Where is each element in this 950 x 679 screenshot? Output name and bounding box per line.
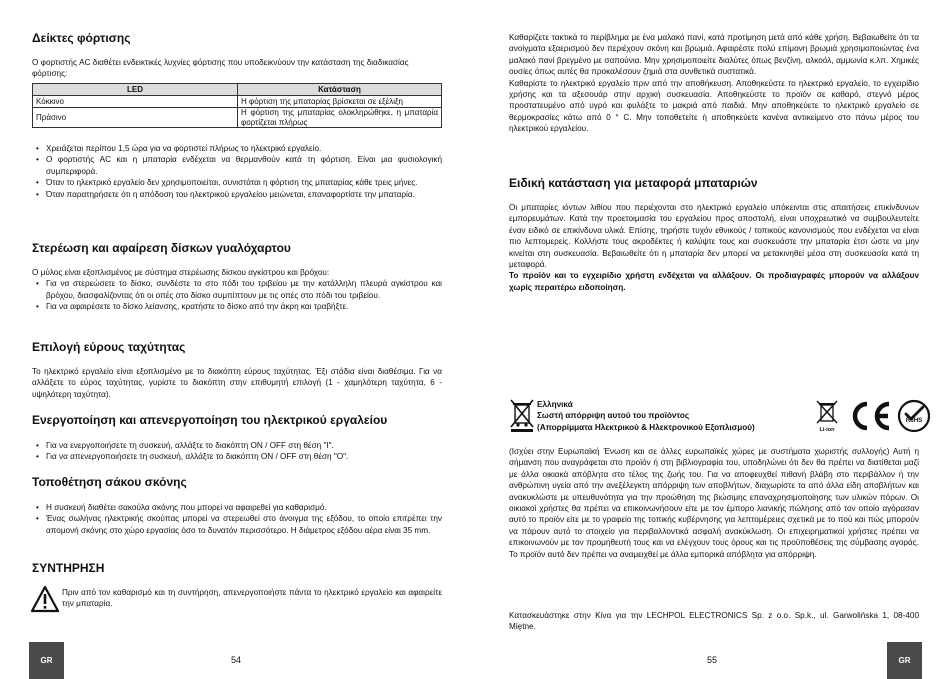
disc-section bbox=[32, 267, 442, 313]
section-title-dust-bag: Τοποθέτηση σάκου σκόνης bbox=[32, 475, 187, 489]
cleaning-paragraph: Καθαρίζετε τακτικά το περίβλημα με ένα μαλακό πανί, κατά προτίμηση μετά από κάθε χρήση. Βεβαιωθείτε ότι τα ανοίγματα εξαερισμού δεν περιέχουν σκόνη και βρωμιά. Αφαιρέστε πολύ επίμονη βρωμιά χρησιμοποιώντας ένα μαλακό πανί βρεγμένο με σαπούνια. Μην χρησιμοποιείτε διαλύτες όπως βενζίνη, αλκοόλ, αμμωνία κ.λπ. Χημικές ουσίες όπως αυτές θα προκαλέσουν ζημιά στα συνθετικά συστατικά. bbox=[509, 33, 919, 77]
rohs-icon bbox=[897, 399, 931, 433]
table-cell: Κόκκινο bbox=[33, 96, 238, 108]
language-badge: GR bbox=[29, 642, 64, 679]
language-badge: GR bbox=[887, 642, 922, 679]
list-item: • Η συσκευή διαθέτει σακούλα σκόνης που μπορεί να αφαιρεθεί για καθαρισμό. bbox=[46, 502, 442, 513]
table-row bbox=[33, 108, 442, 128]
list-item: • Για να ενεργοποιήσετε τη συσκευή, αλλάξτε το διακόπτη ON / OFF στη θέση "I". bbox=[46, 440, 442, 451]
weee-subtitle: (Απορρίμματα Ηλεκτρικού & Ηλεκτρονικού Εξοπλισμού) bbox=[537, 422, 755, 432]
section-title-maintenance: ΣΥΝΤΗΡΗΣΗ bbox=[32, 561, 105, 575]
right-page bbox=[475, 0, 950, 679]
section-title-speed-range: Επιλογή εύρους ταχύτητας bbox=[32, 340, 186, 354]
list-item: • Ένας σωλήνας ηλεκτρικής σκούπας μπορεί να στερεωθεί στο άνοιγμα της εξόδου, το οποίο επιτρέπει την απομονή σκόνης στο χώρο εργασίας όσο το δυνατόν περισσότερο. Η διάμετρος εξόδου αέρα είναι 35 mm. bbox=[46, 513, 442, 536]
weee-text: (Ισχύει στην Ευρωπαϊκή Ένωση και σε άλλες ευρωπαϊκές χώρες με συστήματα χωριστής συλλογής) Αυτή η σήμανση που αναγράφεται στο προϊόν ή στη βιβλιογραφία του, υποδηλώνει ότι δεν θα πρέπει να διατίθεται μαζί με άλλα οικιακά απόβλητα στο τέλος της ζωής του. Για να αποφευχθεί πιθανή βλάβη στο περιβάλλον ή την ανθρώπινη υγεία από την ανεξέλεγκτη απόρριψη των αποβλήτων, διαχωρίστε τα από άλλα είδη αποβλήτων και ανακυκλώστε με υπευθυνότητα για την προώθηση της βιώσιμης επαναχρησιμοποίησης των υλικών πόρων. Οι οικιακοί χρήστες θα πρέπει να επικοινωνήσουν είτε με τον έμπορο λιανικής πώλησης από τον οποίο αγόρασαν αυτό το προϊόν είτε με το γραφείο της τοπικής κυβέρνησης για λεπτομέρειες σχετικά με το πού και πώς μπορούν να πάρουν αυτό το στοιχείο για περιβαλλοντικά ασφαλή ανακύκλωση. Οι επιχειρηματικοί χρήστες πρέπει να επικοινωνούν με τον προμηθευτή τους και να ελέγχουν τους όρους και τις προϋποθέσεις της σύμβασης αγοράς. Το προϊόν αυτό δεν πρέπει να αναμειχθεί με άλλα εμπορικά απόβλητα για απόρριψη. bbox=[509, 447, 919, 559]
speed-section bbox=[32, 366, 442, 400]
page-number: 55 bbox=[707, 655, 718, 665]
maintenance-warning bbox=[62, 587, 442, 610]
dust-bag-section bbox=[32, 502, 442, 536]
list-item: • Όταν το ηλεκτρικό εργαλείο δεν χρησιμοποιείται, συνιστάται η φόρτιση της μπαταρίας κάθε τρεις μήνες. bbox=[46, 177, 442, 188]
power-section bbox=[32, 440, 442, 463]
charging-intro-text: Ο φορτιστής AC διαθέτει ενδεικτικές λυχνίες φόρτισης που υποδεικνύουν την κατάσταση της διαδικασίας φόρτισης: bbox=[32, 58, 409, 79]
speed-text: Το ηλεκτρικό εργαλείο είναι εξοπλισμένο με το διακόπτη εύρους ταχύτητας. Έξι στάδια είναι διαθέσιμα. Για να αλλάξετε το εύρος ταχύτητας, γυρίστε το διακόπτη στην επιθυμητή επιλογή (1 - χαμηλότερη ταχύτητα, 6 - υψηλότερη ταχύτητα). bbox=[32, 367, 442, 399]
manufacturer-text: Κατασκευάστηκε στην Κίνα για την LECHPOL ELECTRONICS Sp. z o.o. Sp.k., ul. Garwolińska 1, 08-400 Miętne. bbox=[509, 611, 919, 632]
storage-paragraph: Καθαρίστε το ηλεκτρικό εργαλείο πριν από την αποθήκευση. Αποθηκεύστε το ηλεκτρικό εργαλείο, το εγχειρίδιο χρήσης και τα αξεσουάρ στην αρχική συσκευασία. Αποθηκεύστε το προϊόν σε καθαρό, στεγνό μέρος προστατευμένο από υγρό και φυλάξτε το μακριά από παιδιά. Μην αποθηκεύετε το ηλεκτρικό εργαλείο σε θερμοκρασίες κάτω από 0 ° C. Μην τοποθετείτε ή αποθηκεύετε κανένα αντικείμενο στο πάνω μέρος του ηλεκτρικού εργαλείου. bbox=[509, 78, 919, 134]
battery-transport-text: Οι μπαταρίες ιόντων λιθίου που περιέχονται στο ηλεκτρικό εργαλείο υπόκεινται στις απαιτήσεις επικίνδυνων εμπορευμάτων. Κατά την προετοιμασία του εργαλείου προς αποστολή, είναι υποχρεωτικό να συμβουλευτείτε έναν ειδικό σε επικίνδυνα υλικά. Επίσης, τηρήστε τυχόν εθνικούς / τοπικούς κανονισμούς που ενδέχεται να είναι πιο λεπτομερείς. Κολλήστε τους ακροδέκτες ή καλύψτε τους και συσκευάστε την μπαταρία έτσι ώστε να μην κινείται στη συσκευασία. Βεβαιωθείτε ότι η μπαταρία δεν μπορεί να μετακινηθεί μέσα στη συσκευασία κατά τη μεταφορά. bbox=[509, 203, 919, 270]
battery-transport-section bbox=[509, 202, 919, 293]
list-item: • Ο φορτιστής AC και η μπαταρία ενδέχεται να θερμανθούν κατά τη φόρτιση. Είναι μια φυσιολογική συμπεριφορά. bbox=[46, 154, 442, 177]
section-title-power-switch: Ενεργοποίηση και απενεργοποίηση του ηλεκτρικού εργαλείου bbox=[32, 413, 388, 427]
weee-heading bbox=[537, 399, 797, 433]
charging-bullets bbox=[32, 143, 442, 200]
cleaning-section bbox=[509, 32, 919, 135]
section-title-charging-indicators: Δείκτες φόρτισης bbox=[32, 31, 131, 45]
list-item: • Χρειάζεται περίπου 1,5 ώρα για να φορτιστεί πλήρως το ηλεκτρικό εργαλείο. bbox=[46, 143, 442, 154]
weee-title: Σωστή απόρριψη αυτού του προϊόντος bbox=[537, 411, 690, 421]
ce-mark-icon bbox=[847, 400, 893, 432]
led-status-table bbox=[32, 83, 442, 128]
table-cell: Η φόρτιση της μπαταρίας βρίσκεται σε εξέλιξη bbox=[238, 96, 442, 108]
led-table-wrapper bbox=[32, 83, 442, 128]
table-row bbox=[33, 96, 442, 108]
section-title-battery-transport: Ειδική κατάσταση για μεταφορά μπαταριών bbox=[509, 176, 758, 190]
weee-language: Ελληνικά bbox=[537, 400, 573, 409]
list-item: • Για να απενεργοποιήσετε τη συσκευή, αλλάξτε το διακόπτη ON / OFF στη θέση "O". bbox=[46, 451, 442, 462]
charging-intro bbox=[32, 57, 442, 80]
list-item: • Για να αφαιρέσετε το δίσκο λείανσης, κρατήστε το δίσκο από την άκρη και τραβήξτε. bbox=[46, 301, 442, 312]
list-item: • Για να στερεώσετε το δίσκο, συνδέστε το στο πόδι του τριβείου με την κατάλληλη πλευρά αγκίστρου και βρόχου, διασφαλίζοντας ότι οι οπές στο δίσκο συμπίπτουν με τις οπές στο πόδι του τριβείου. bbox=[46, 278, 442, 301]
rohs-label: RoHS bbox=[905, 418, 923, 424]
maintenance-text: Πριν από τον καθαρισμό και τη συντήρηση, απενεργοποιήστε πάντα το ηλεκτρικό εργαλείο και αφαιρείτε την μπαταρία. bbox=[62, 588, 442, 609]
change-notice: Το προϊόν και το εγχειρίδιο χρήστη ενδέχεται να αλλάξουν. Οι προδιαγραφές μπορούν να αλλάξουν χωρίς περαιτέρω ειδοποίηση. bbox=[509, 271, 919, 292]
crossed-bin-icon bbox=[509, 398, 535, 432]
warning-icon bbox=[30, 585, 60, 613]
liion-label: Li-ion bbox=[819, 427, 835, 433]
page-number: 54 bbox=[231, 655, 242, 665]
section-title-disc-mounting: Στερέωση και αφαίρεση δίσκων γυαλόχαρτου bbox=[32, 241, 291, 255]
table-cell: Η φόρτιση της μπαταρίας ολοκληρώθηκε, η μπαταρία φορτίζεται πλήρως bbox=[238, 108, 442, 128]
manufacturer-section bbox=[509, 610, 919, 633]
table-header-status: Κατάσταση bbox=[238, 84, 442, 96]
disc-intro-text: Ο μύλος είναι εξοπλισμένος με σύστημα στερέωσης δίσκου αγκίστρου και βρόχου: bbox=[32, 268, 330, 277]
weee-section bbox=[509, 446, 919, 560]
list-item: • Όταν παρατηρήσετε ότι η απόδοση του ηλεκτρικού εργαλείου μειώνεται, επαναφορτίστε την μπαταρία. bbox=[46, 189, 442, 200]
table-cell: Πράσινο bbox=[33, 108, 238, 128]
table-header-led: LED bbox=[33, 84, 238, 96]
